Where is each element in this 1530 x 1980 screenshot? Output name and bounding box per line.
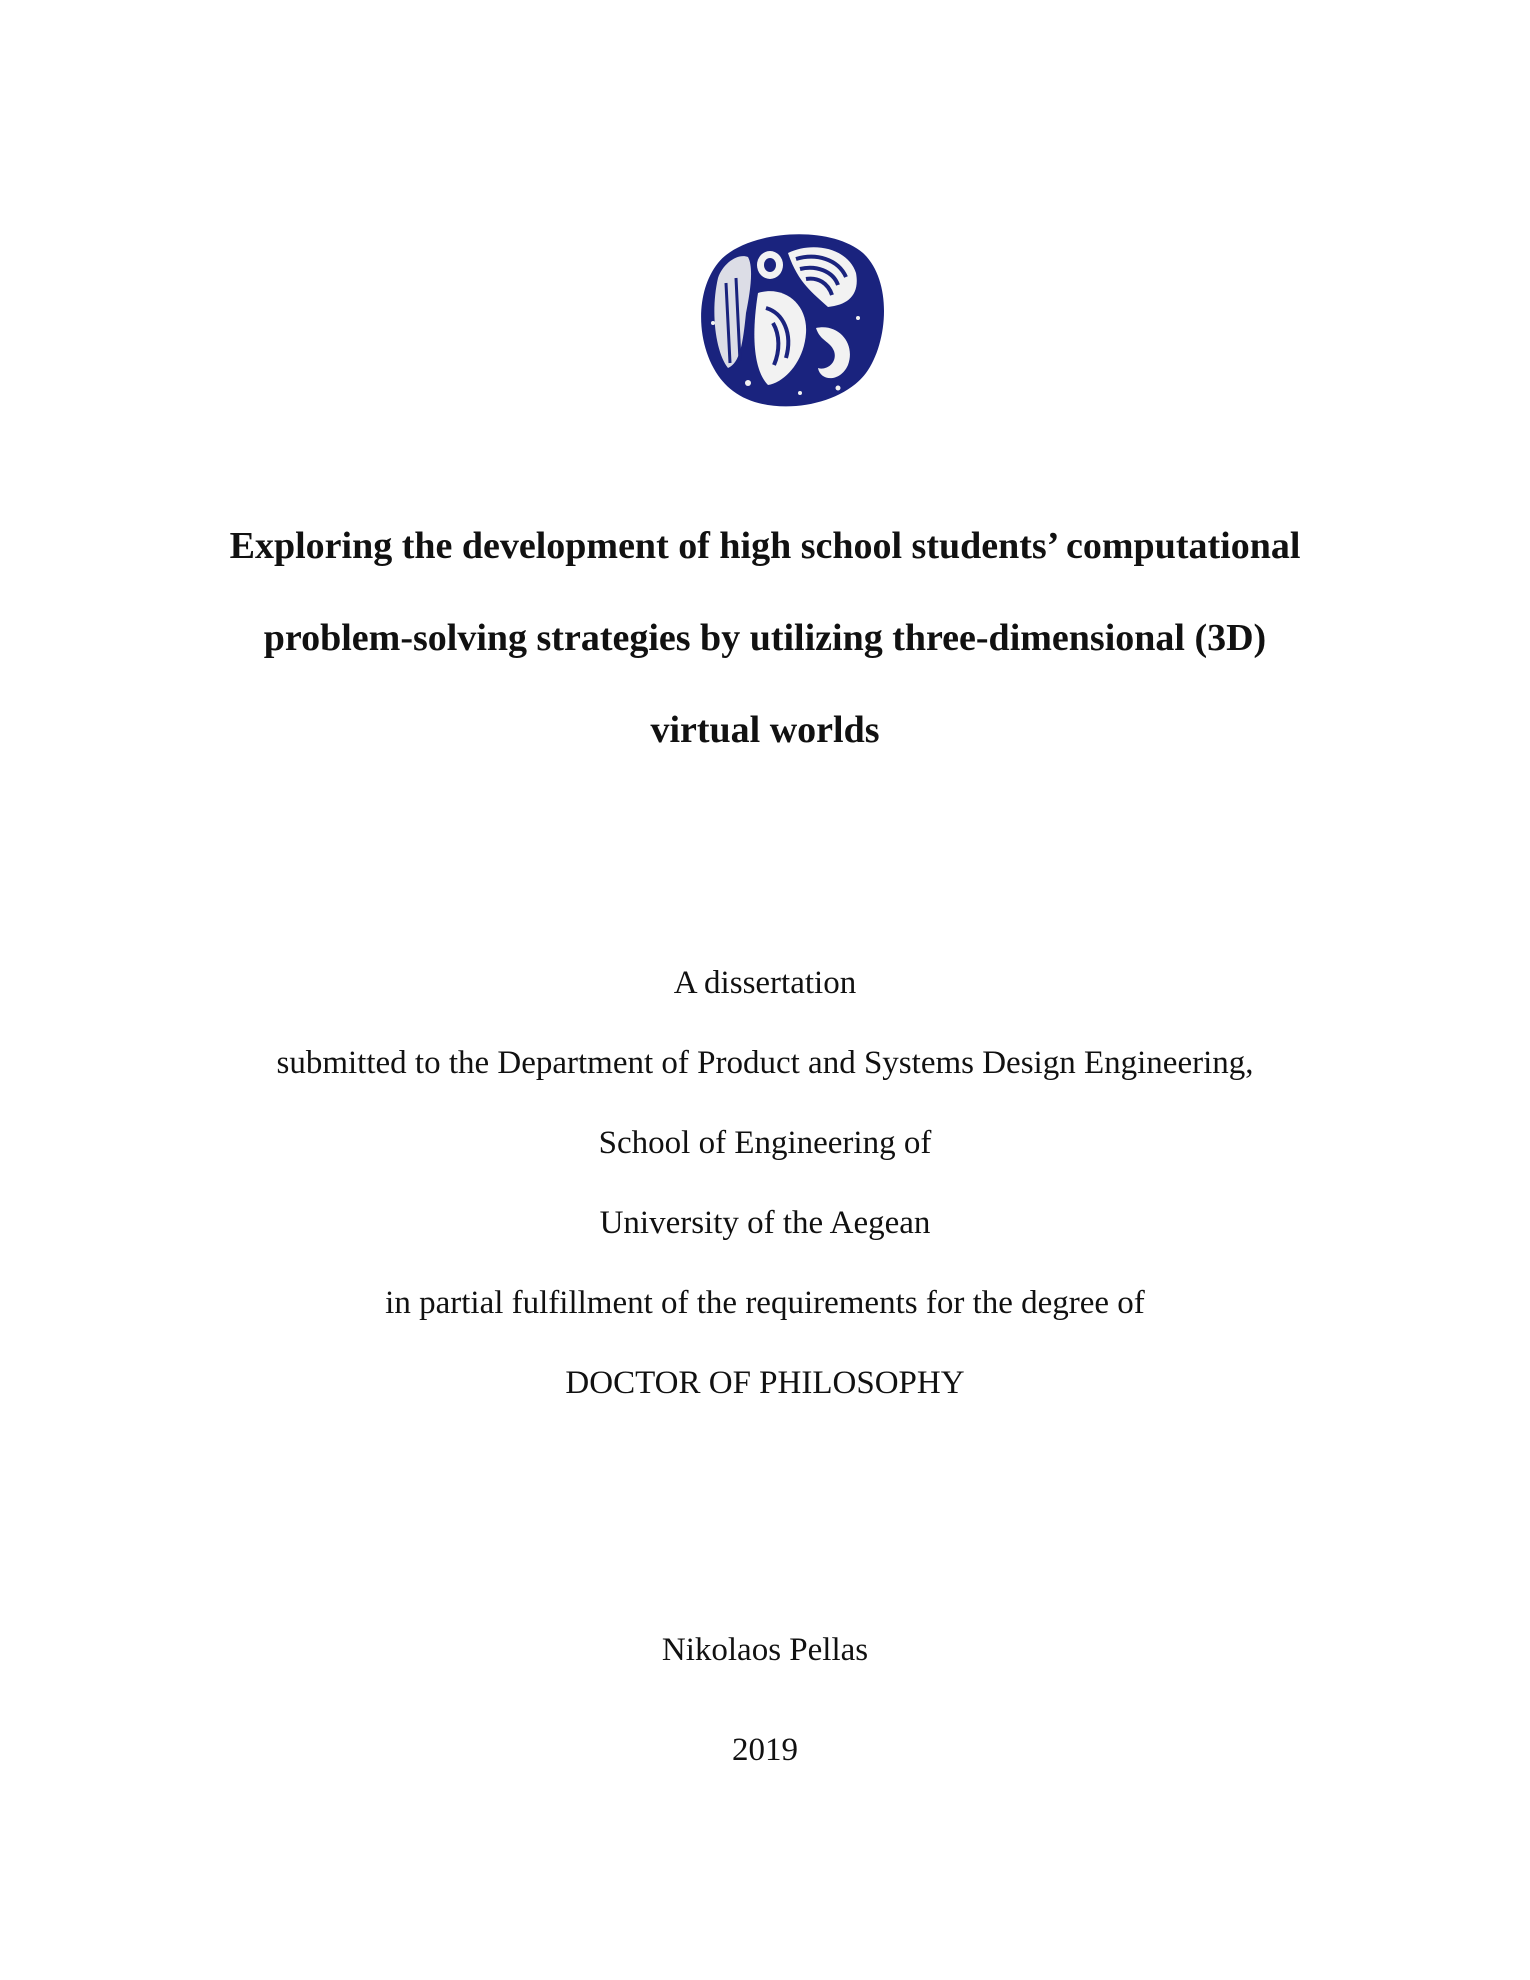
title-line-3: virtual worlds xyxy=(650,709,880,751)
title-line-2: problem-solving strategies by utilizing three-dimensional (3D) xyxy=(263,617,1267,659)
submission-line-4: University of the Aegean xyxy=(599,1205,931,1241)
submission-line-6: DOCTOR OF PHILOSOPHY xyxy=(565,1365,965,1401)
submission-statement xyxy=(120,943,1410,1423)
publication-year: 2019 xyxy=(732,1732,798,1768)
submission-line-2: submitted to the Department of Product and Systems Design Engineering, xyxy=(276,1045,1254,1081)
university-seal-icon xyxy=(688,223,888,413)
title-line-1: Exploring the development of high school students’ computational xyxy=(229,525,1301,567)
submission-line-1: A dissertation xyxy=(673,965,857,1001)
submission-line-5: in partial fulfillment of the requirements for the degree of xyxy=(385,1285,1145,1321)
dissertation-title xyxy=(120,500,1410,776)
author-name: Nikolaos Pellas xyxy=(661,1632,869,1668)
submission-line-3: School of Engineering of xyxy=(598,1125,932,1161)
